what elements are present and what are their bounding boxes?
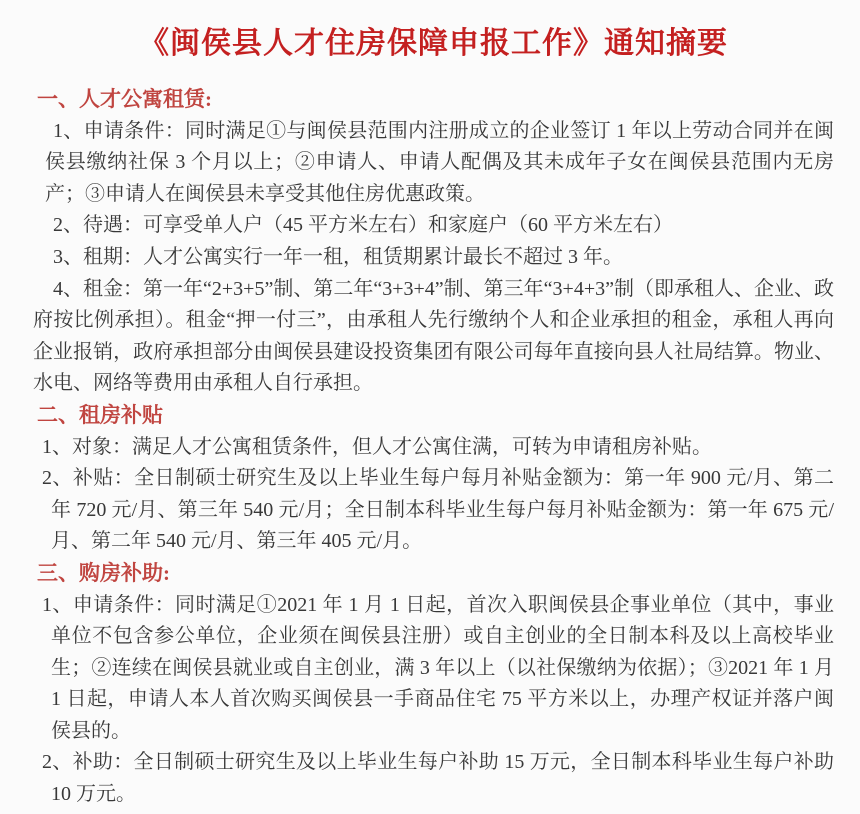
section-2-item-2: 2、补贴：全日制硕士研究生及以上毕业生每户每月补贴金额为：第一年 900 元/月、第二年 720 元/月、第三年 540 元/月；全日制本科毕业生每户每月补贴金额为：第一年 675 元/月、第二年 540 元/月、第三年 405 元/月。	[42, 467, 834, 553]
section-3-heading: 三、购房补助:	[37, 560, 170, 585]
section-1-item-2: 2、待遇：可享受单人户（45 平方米左右）和家庭户（60 平方米左右）	[53, 214, 673, 237]
section-talent-apartment-rental	[33, 84, 834, 400]
section-1-item-4: 4、租金：第一年“2+3+5”制、第二年“3+3+4”制、第三年“3+4+3”制（即承租人、企业、政府按比例承担）。租金“押一付三”，由承租人先行缴纳个人和企业承担的租金，承租人再向企业报销，政府承担部分由闽侯县建设投资集团有限公司每年直接向县人社局结算。物业、水电、网络等费用由承租人自行承担。	[33, 277, 834, 395]
section-1-item-3: 3、租期：人才公寓实行一年一租，租赁期累计最长不超过 3 年。	[53, 245, 623, 268]
section-3-item-1: 1、申请条件：同时满足①2021 年 1 月 1 日起，首次入职闽侯县企事业单位（其中，事业单位不包含参公单位，企业须在闽侯县注册）或自主创业的全日制本科及以上高校毕业生；②连续在闽侯县就业或自主创业，满 3 年以上（以社保缴纳为依据）；③2021 年 1 月 1 日起，申请人本人首次购买闽侯县一手商品住宅 75 平方米以上，办理产权证并落户闽侯县的。	[42, 593, 834, 742]
section-home-purchase-subsidy	[33, 558, 834, 811]
section-1-heading: 一、人才公寓租赁:	[37, 87, 212, 111]
section-2-heading: 二、租房补贴	[37, 402, 163, 427]
section-2-item-1: 1、对象：满足人才公寓租赁条件，但人才公寓住满，可转为申请租房补贴。	[42, 435, 712, 458]
page-title: 《闽侯县人才住房保障申报工作》通知摘要	[139, 27, 728, 60]
section-1-item-1: 1、申请条件：同时满足①与闽侯县范围内注册成立的企业签订 1 年以上劳动合同并在闽侯县缴纳社保 3 个月以上；②申请人、申请人配偶及其未成年子女在闽侯县范围内无房产；③申请人在闽侯县未享受其他住房优惠政策。	[45, 119, 834, 205]
section-3-item-2: 2、补助：全日制硕士研究生及以上毕业生每户补助 15 万元，全日制本科毕业生每户补助 10 万元。	[42, 751, 834, 806]
section-rent-subsidy	[33, 400, 834, 558]
